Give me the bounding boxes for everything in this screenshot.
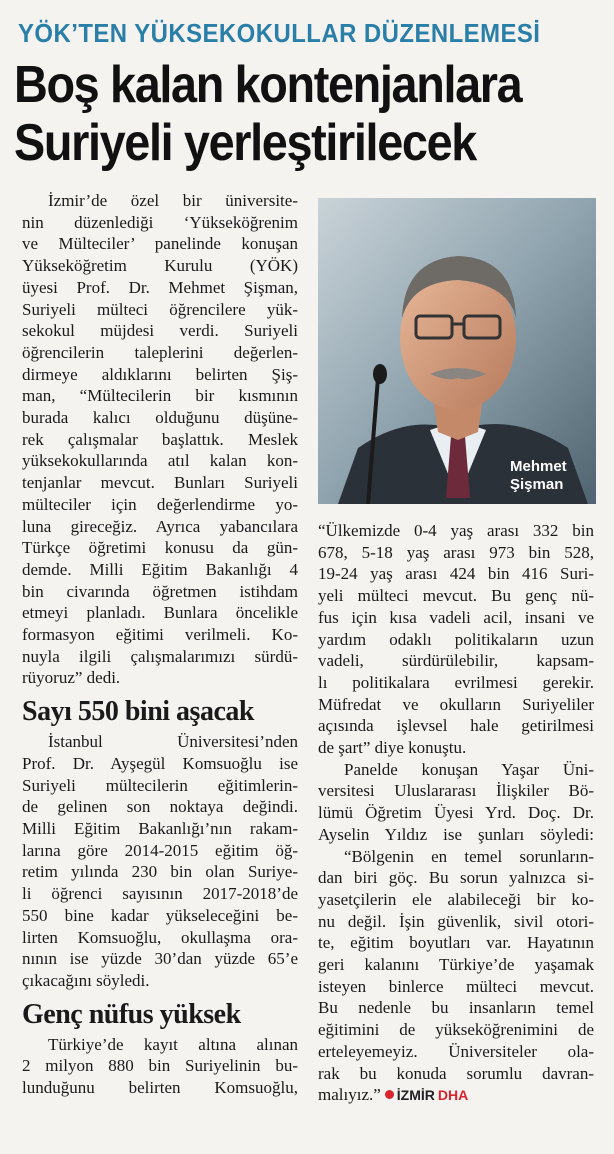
headline-line-1: Boş kalan kontenjanlara [14,56,522,114]
text-line: Ayselin Yıldız ise şunları söyledi: [318,824,594,844]
text-line: erteleyemeyiz. Üniversiteler ola- [318,1041,594,1061]
text-line: Müfredat ve okulların Suriyeliler [318,694,594,714]
text-line: yardım odaklı politikaların uzun [318,629,594,649]
text-line: rüyoruz” dedi. [22,668,121,688]
text-line: ve Mülteciler’ panelinde konuşan [22,234,298,254]
text-line: bin civarında öğretmen istihdam [22,581,298,601]
text-line: de gelinen son noktaya değindi. [22,797,298,817]
text-line: Panelde konuşan Yaşar Üni- [344,759,594,779]
text-line: vadeli, sürdürülebilir, kapsam- [318,651,594,671]
text-line: dirmeye aldıklarını belirten Şiş- [22,364,298,384]
text-line: lunduğunu belirten Komsuoğlu, [22,1078,298,1098]
text-line: yasetçilerin ele alabileceği bir ko- [318,889,594,909]
text-line: burada kalıcı olduğunu düşüne- [22,408,298,428]
text-line: rek çalışmalar başlattık. Meslek [22,429,298,449]
text-line: Suriyeli mülteci öğrencilere yük- [22,299,298,319]
caption-first-name: Mehmet [510,458,567,475]
text-line: tenjanlar mevcut. Bunları Suriyeli [22,473,298,493]
section-1-paragraph [22,731,298,991]
text-line: açısında işlevsel hale getirilmesi [318,716,594,736]
article-kicker: YÖK’TEN YÜKSEKOKULLAR DÜZENLEMESİ [18,18,541,48]
text-line: 550 bine kadar yükseleceğini be- [22,905,298,925]
text-line: çıkacağını söyledi. [22,970,150,990]
text-line: demde. Milli Eğitim Bakanlığı 4 [22,559,298,579]
text-line: üyesi Prof. Dr. Mehmet Şişman, [22,277,298,297]
right-column [318,520,594,1107]
text-line: etmeyi planladı. Bunlara öncelikle [22,603,298,623]
text-line: dan biri göç. Bu sorun yalnızca si- [318,868,594,888]
text-line: nu değil. İşin güvenlik, sivil otori- [318,911,594,931]
text-line: rak bu konuda sorumlu davran- [318,1063,594,1083]
text-line: “Bölgenin en temel sorunların- [344,846,594,866]
text-line: Yükseköğretim Kurulu (YÖK) [22,256,298,276]
text-line: li öğrenci sayısının 2017-2018’de [22,884,298,904]
text-line: nin düzenlediği ‘Yükseköğrenim [22,212,298,232]
text-line: geri kalanını Türkiye’de yaşamak [318,955,594,975]
article-headline [14,56,554,172]
text-line: Suriyeli mültecilerin eğitimlerin- [22,775,298,795]
text-line: lı politikalara evrilmesi gerekir. [318,672,594,692]
text-line: luna gireceğiz. Ayrıca yabancılara [22,516,298,536]
right-paragraph-3 [318,846,594,1107]
photo-caption [510,458,567,494]
text-line: versitesi Uluslararası İlişkiler Bö- [318,781,594,801]
text-line: te, eğitim boyutları var. Hayatının [318,933,594,953]
headline-line-2: Suriyeli yerleştirilecek [14,114,476,172]
text-line: İzmir’de özel bir üniversite- [48,191,298,210]
text-line: man, “Mültecilerin bir kısmının [22,386,298,406]
subhead-1: Sayı 550 bini aşacak [22,696,254,728]
text-line: Prof. Dr. Ayşegül Komsuoğlu ise [22,753,298,773]
text-line: de şart” diye konuştu. [318,738,467,758]
text-line: İstanbul Üniversitesi’nden [48,732,298,752]
text-line: lirten Komsuoğlu, okullaşma ora- [22,927,298,947]
text-line: “Ülkemizde 0-4 yaş arası 332 bin [318,521,594,540]
right-paragraph-2 [318,759,594,846]
text-line: formasyon eğitimi verilmeli. Ko- [22,625,298,645]
text-line: 678, 5-18 yaş arası 973 bin 528, [318,542,594,562]
text-line: fus için kısa vadeli acil, insani ve [318,607,594,627]
text-line: sekokul müjdesi verdi. Suriyeli [22,321,298,341]
intro-paragraph [22,190,298,689]
text-line: Milli Eğitim Bakanlığı’nın rakam- [22,818,298,838]
text-line: yeli mülteci mevcut. Bu genç nü- [318,586,594,606]
bullet-dot-icon [385,1090,394,1099]
text-line: Bu nedenle bu insanların temel [318,998,594,1018]
signature-location: İZMİR [396,1087,435,1104]
caption-last-name: Şişman [510,476,564,493]
text-line: lümü Öğretim Üyesi Yrd. Doç. Dr. [318,803,594,823]
text-line: eğitimini de yükseköğrenimini de [318,1020,594,1040]
right-paragraph-1 [318,520,594,759]
text-line: 19-24 yaş arası 424 bin 416 Suri- [318,564,594,584]
text-line: yüksekokullarında atıl kalan kon- [22,451,298,471]
text-line: öğrencilerin taleplerini değerlen- [22,342,298,362]
text-line: mülteciler için değerlendirme yo- [22,494,298,514]
text-line: Türkiye’de kayıt altına alınan [48,1034,298,1054]
signature-agency: DHA [437,1087,469,1104]
text-line: larına göre 2014-2015 eğitim öğ- [22,840,298,860]
text-line: Türkçe öğretimi konusu da gün- [22,538,298,558]
subhead-2: Genç nüfus yüksek [22,998,241,1030]
left-column [22,190,298,1099]
text-line: 2 milyon 880 bin Suriyelinin bu- [22,1056,298,1076]
text-line: nuyla ilgili çalışmalarımızı sürdü- [22,646,298,666]
signature-line [318,1084,594,1107]
text-line: retim yılında 230 bin olan Suriye- [22,862,298,882]
section-2-paragraph [22,1034,298,1099]
text-line: nının ise yüzde 30’dan yüzde 65’e [22,949,298,969]
closing-text: malıyız.” [318,1085,381,1105]
text-line: isteyen binlerce mülteci mevcut. [318,976,594,996]
